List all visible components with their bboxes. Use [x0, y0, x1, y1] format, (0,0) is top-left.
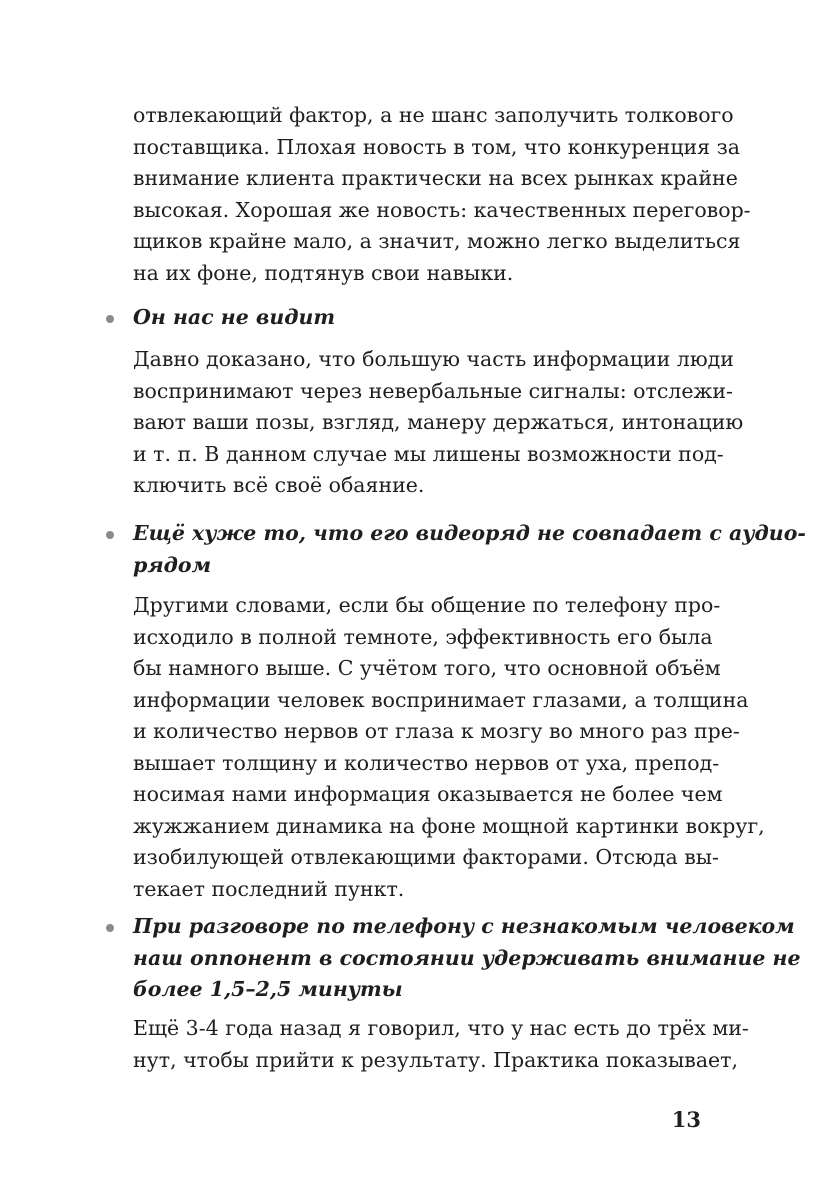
text-line: внимание клиента практически на всех рынках крайне	[133, 166, 738, 190]
text-line: поставщика. Плохая новость в том, что конкуренция за	[133, 134, 741, 159]
text-line: Ещё 3-4 года назад я говорил, что у нас есть до трёх ми-	[133, 1016, 749, 1040]
text-line: бы намного выше. С учётом того, что основной объём	[133, 656, 721, 680]
text-line: информации человек воспринимает глазами, а толщина	[133, 687, 749, 712]
bullet-dot-icon	[106, 531, 114, 539]
heading-line: рядом	[133, 552, 212, 577]
text-line: отвлекающий фактор, а не шанс заполучить толкового	[133, 103, 734, 127]
heading-line: более 1,5–2,5 минуты	[133, 977, 403, 1001]
text-line: нут, чтобы прийти к результату. Практика показывает,	[133, 1047, 739, 1072]
text-line: Давно доказано, что большую часть информации люди	[133, 347, 734, 371]
text-line: и т. п. В данном случае мы лишены возможности под-	[133, 441, 724, 466]
heading-line: Ещё хуже то, что его видеоряд не совпадает с аудио-	[133, 521, 806, 545]
text-line: щиков крайне мало, а значит, можно легко выделиться	[133, 229, 741, 253]
text-line: изобилующей отвлекающими факторами. Отсюда вы-	[133, 845, 719, 869]
bullet-heading-2	[133, 518, 806, 581]
heading-line: При разговоре по телефону с незнакомым человеком	[133, 914, 795, 938]
bullet-body-3	[133, 1013, 749, 1076]
text-line: носимая нами информация оказывается не более чем	[133, 782, 723, 806]
text-line: вают ваши позы, взгляд, манеру держаться, интонацию	[133, 410, 744, 434]
text-line: ключить всё своё обаяние.	[133, 473, 425, 497]
bullet-heading-1	[133, 302, 701, 334]
bullet-body-1	[133, 344, 744, 502]
text-line: текает последний пункт.	[133, 876, 405, 901]
heading-line: Он нас не видит	[133, 305, 336, 329]
heading-line: наш оппонент в состоянии удерживать внимание не	[133, 945, 801, 970]
text-line: высокая. Хорошая же новость: качественных переговор-	[133, 197, 751, 222]
text-line: воспринимают через невербальные сигналы: отслежи-	[133, 378, 733, 403]
paragraph-continuation	[133, 100, 751, 289]
bullet-heading-3	[133, 911, 801, 1006]
page-number: 13	[671, 1107, 701, 1132]
text-line: вышает толщину и количество нервов от уха, препод-	[133, 750, 720, 775]
text-line: исходило в полной темноте, эффективность его была	[133, 624, 713, 649]
bullet-dot-icon	[106, 315, 114, 323]
bullet-body-2	[133, 590, 765, 905]
text-line: на их фоне, подтянув свои навыки.	[133, 260, 514, 285]
text-line: жужжанием динамика на фоне мощной картинки вокруг,	[133, 813, 765, 838]
bullet-dot-icon	[106, 924, 114, 932]
text-line: Другими словами, если бы общение по телефону про-	[133, 593, 721, 617]
text-line: и количество нервов от глаза к мозгу во много раз пре-	[133, 719, 740, 743]
